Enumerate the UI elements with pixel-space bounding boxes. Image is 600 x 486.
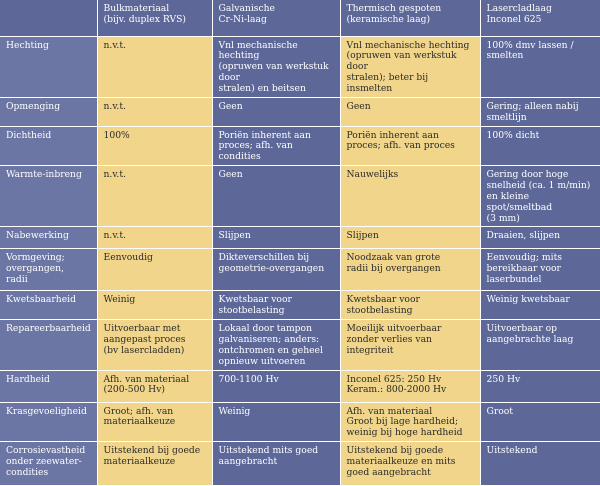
cell-text: zonder verlies van: [346, 333, 432, 345]
table-row: [0, 249, 600, 291]
header-text: Cr-Ni-laag: [218, 13, 267, 25]
cell-lasercladding: [480, 442, 600, 486]
row-label-text: Hardheid: [6, 373, 50, 385]
row-label-text: Warmte-inbreng: [6, 169, 82, 181]
table-row: [0, 166, 600, 227]
cell-text: Uitvoerbaar met: [103, 323, 181, 335]
cell-text: Geen: [218, 169, 243, 181]
cell-bulk-material: [97, 402, 212, 442]
cell-lasercladding: [480, 126, 600, 166]
cell-text: Keram.: 800-2000 Hv: [346, 384, 447, 396]
cell-text: Groot; afh. van: [103, 405, 174, 417]
header-text: Inconel 625: [486, 13, 542, 25]
cell-thermal-spray: [340, 36, 480, 97]
row-label: [0, 36, 97, 97]
header-lasercladding: [480, 0, 600, 36]
cell-galvanic-crni: [212, 166, 340, 227]
header-text: (keramische laag): [346, 13, 431, 25]
cell-text: n.v.t.: [103, 39, 126, 51]
cell-bulk-material: [97, 227, 212, 249]
row-label-text: Hechting: [6, 39, 49, 51]
cell-galvanic-crni: [212, 442, 340, 486]
row-label: [0, 126, 97, 166]
table-row: [0, 97, 600, 126]
cell-thermal-spray: [340, 402, 480, 442]
cell-galvanic-crni: [212, 227, 340, 249]
cell-text: (200-500 Hv): [103, 384, 165, 396]
cell-text: smelten: [486, 50, 524, 62]
table-row: [0, 320, 600, 370]
cell-thermal-spray: [340, 249, 480, 291]
row-label: [0, 227, 97, 249]
cell-text: Poriën inherent aan: [346, 129, 439, 141]
cell-galvanic-crni: [212, 36, 340, 97]
cell-text: Geen: [346, 100, 371, 112]
cell-text: Gering door hoge: [486, 169, 569, 181]
cell-text: Vnl mechanische hechting: [218, 39, 298, 62]
cell-text: Eenvoudig: [103, 252, 153, 264]
cell-text: materiaalkeuze en mits: [346, 455, 456, 467]
cell-text: Weinig: [103, 294, 136, 306]
header-property: [0, 0, 97, 36]
cell-text: materiaalkeuze: [103, 416, 176, 428]
cell-text: aangebracht: [218, 455, 278, 467]
cell-text: opnieuw uitvoeren: [218, 355, 306, 367]
cell-text: aangebrachte laag: [486, 333, 574, 345]
cell-text: geometrie-overgangen: [218, 263, 325, 275]
cell-lasercladding: [480, 402, 600, 442]
cell-text: Kwetsbaar voor: [218, 294, 292, 306]
cell-bulk-material: [97, 320, 212, 370]
header-text: Bulkmateriaal: [103, 3, 170, 14]
row-label-text: Krasgevoeligheid: [6, 405, 87, 417]
header-galvanic-crni: [212, 0, 340, 36]
table-row: [0, 442, 600, 486]
header-text: Thermisch gespoten: [346, 3, 442, 14]
cell-text: 250 Hv: [486, 373, 521, 385]
cell-thermal-spray: [340, 227, 480, 249]
cell-text: Vnl mechanische hechting: [346, 39, 470, 51]
cell-text: bereikbaar voor: [486, 263, 561, 275]
cell-text: aangepast proces: [103, 333, 186, 345]
cell-text: (opruwen van werkstuk door: [346, 50, 457, 73]
cell-galvanic-crni: [212, 249, 340, 291]
cell-lasercladding: [480, 166, 600, 227]
header-thermal-spray: [340, 0, 480, 36]
cell-thermal-spray: [340, 97, 480, 126]
row-label: [0, 370, 97, 402]
table-row: [0, 227, 600, 249]
cell-text: 100% dicht: [486, 129, 540, 141]
header-text: (bijv. duplex RVS): [103, 13, 186, 25]
cell-text: (bv lasercladden): [103, 344, 185, 356]
header-row: [0, 0, 600, 36]
table-row: [0, 126, 600, 166]
cell-text: stootbelasting: [346, 305, 413, 317]
cell-text: Uitvoerbaar op: [486, 323, 557, 335]
cell-thermal-spray: [340, 291, 480, 320]
cell-galvanic-crni: [212, 370, 340, 402]
cell-lasercladding: [480, 291, 600, 320]
table-body: [0, 36, 600, 486]
cell-galvanic-crni: [212, 320, 340, 370]
row-label-text: radii: [6, 274, 28, 286]
cell-text: weinig bij hoge hardheid: [346, 427, 463, 439]
header-text: Galvanische: [218, 3, 275, 14]
cell-text: Draaien, slijpen: [486, 230, 561, 242]
cell-text: Inconel 625: 250 Hv: [346, 373, 442, 385]
cell-text: (3 mm): [486, 212, 520, 224]
cell-text: Weinig kwetsbaar: [486, 294, 570, 306]
row-label-text: Dichtheid: [6, 129, 52, 141]
cell-text: laserbundel: [486, 274, 542, 286]
cell-text: proces; afh. van proces: [346, 140, 455, 152]
row-label: [0, 249, 97, 291]
cell-text: Dikteverschillen bij: [218, 252, 310, 264]
cell-bulk-material: [97, 249, 212, 291]
cell-text: Weinig: [218, 405, 251, 417]
cell-text: Groot: [486, 405, 513, 417]
cell-bulk-material: [97, 36, 212, 97]
cell-text: n.v.t.: [103, 169, 126, 181]
cell-thermal-spray: [340, 370, 480, 402]
cell-text: Slijpen: [218, 230, 251, 242]
row-label-text: Kwetsbaarheid: [6, 294, 76, 306]
cell-lasercladding: [480, 320, 600, 370]
row-label-text: onder zeewater-: [6, 455, 82, 467]
cell-thermal-spray: [340, 126, 480, 166]
cell-text: Groot bij lage hardheid;: [346, 416, 459, 428]
row-label-text: Corrosievastheid: [6, 445, 86, 457]
cell-bulk-material: [97, 442, 212, 486]
header-bulk-material: [97, 0, 212, 36]
cell-text: ontchromen en geheel: [218, 344, 323, 356]
cell-bulk-material: [97, 166, 212, 227]
cell-text: Afh. van materiaal: [103, 373, 190, 385]
cell-lasercladding: [480, 227, 600, 249]
row-label: [0, 291, 97, 320]
cell-text: 700-1100 Hv: [218, 373, 279, 385]
cell-text: n.v.t.: [103, 230, 126, 242]
cell-text: smeltlijn: [486, 111, 527, 123]
table-row: [0, 291, 600, 320]
cell-text: snelheid (ca. 1 m/min): [486, 179, 591, 191]
cell-galvanic-crni: [212, 402, 340, 442]
cell-thermal-spray: [340, 320, 480, 370]
row-label: [0, 97, 97, 126]
cell-text: stralen) en beitsen: [218, 82, 306, 94]
cell-bulk-material: [97, 97, 212, 126]
cell-text: stralen); beter bij insmelten: [346, 72, 429, 94]
row-label-text: overgangen,: [6, 263, 64, 275]
cell-text: Geen: [218, 100, 243, 112]
cell-text: Nauwelijks: [346, 169, 399, 181]
table-row: [0, 402, 600, 442]
cell-text: Afh. van materiaal: [346, 405, 433, 417]
cell-text: materiaalkeuze: [103, 455, 176, 467]
cell-text: 100% dmv lassen /: [486, 39, 574, 51]
cell-text: Poriën inherent aan: [218, 129, 311, 141]
cell-text: Lokaal door tampon: [218, 323, 312, 335]
cell-text: (opruwen van werkstuk door: [218, 61, 329, 84]
cell-galvanic-crni: [212, 291, 340, 320]
cell-text: integriteit: [346, 344, 394, 356]
row-label-text: Vormgeving;: [6, 252, 65, 264]
row-label: [0, 320, 97, 370]
cell-text: Eenvoudig; mits: [486, 252, 562, 264]
cell-text: proces; afh. van condities: [218, 140, 293, 163]
cell-galvanic-crni: [212, 126, 340, 166]
table-row: [0, 370, 600, 402]
cell-bulk-material: [97, 291, 212, 320]
cell-text: 100%: [103, 129, 130, 141]
row-label-text: Opmenging: [6, 100, 61, 112]
table-row: [0, 36, 600, 97]
cell-lasercladding: [480, 97, 600, 126]
cell-text: radii bij overgangen: [346, 263, 441, 275]
cell-text: n.v.t.: [103, 100, 126, 112]
cell-text: Uitstekend: [486, 445, 538, 457]
row-label-text: Repareerbaarheid: [6, 323, 91, 335]
cell-thermal-spray: [340, 442, 480, 486]
cell-lasercladding: [480, 249, 600, 291]
cell-thermal-spray: [340, 166, 480, 227]
cell-lasercladding: [480, 370, 600, 402]
row-label-text: condities: [6, 466, 49, 478]
row-label-text: Nabewerking: [6, 230, 69, 242]
cell-text: Gering; alleen nabij: [486, 100, 579, 112]
row-label: [0, 166, 97, 227]
cell-text: Kwetsbaar voor: [346, 294, 420, 306]
cell-galvanic-crni: [212, 97, 340, 126]
cell-text: Noodzaak van grote: [346, 252, 441, 264]
cell-text: Moeilijk uitvoerbaar: [346, 323, 442, 335]
cell-text: stootbelasting: [218, 305, 285, 317]
cell-bulk-material: [97, 370, 212, 402]
cell-bulk-material: [97, 126, 212, 166]
cell-lasercladding: [480, 36, 600, 97]
cell-text: Slijpen: [346, 230, 379, 242]
row-label: [0, 402, 97, 442]
cell-text: goed aangebracht: [346, 466, 431, 478]
row-label: [0, 442, 97, 486]
cell-text: Uitstekend bij goede: [103, 445, 201, 457]
header-text: Lasercladlaag: [486, 3, 552, 14]
cell-text: galvaniseren; anders:: [218, 333, 320, 345]
cell-text: en kleine spot/smeltbad: [486, 190, 553, 213]
cell-text: Uitstekend bij goede: [346, 445, 444, 457]
cell-text: Uitstekend mits goed: [218, 445, 319, 457]
